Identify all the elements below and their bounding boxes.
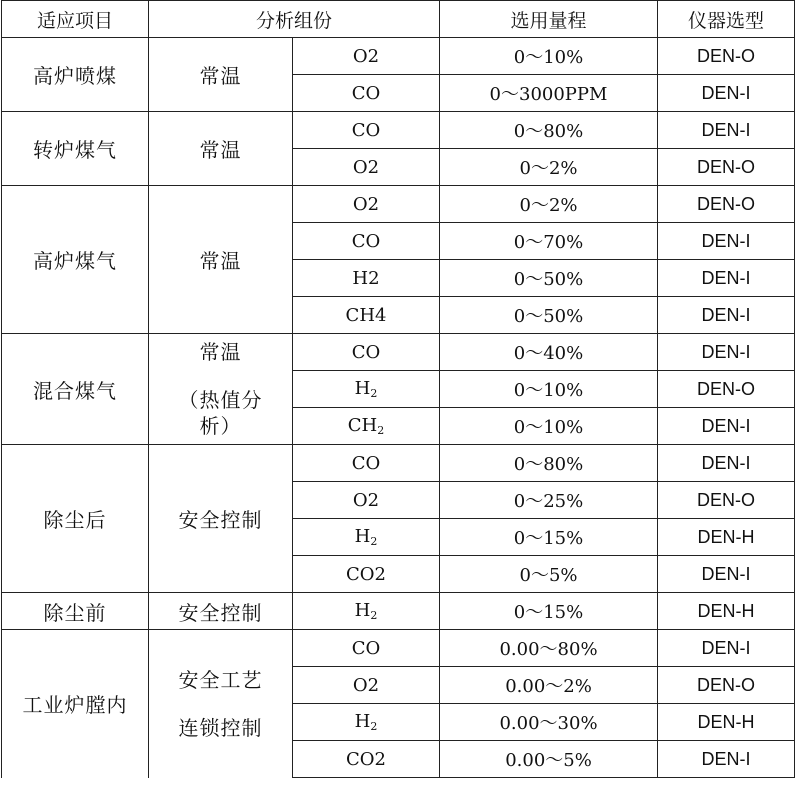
model-cell: DEN-I: [658, 75, 795, 112]
component-cell: [293, 704, 440, 741]
model-cell: DEN-O: [658, 38, 795, 75]
application-cell: 混合煤气: [2, 334, 149, 445]
condition-line: 安全工艺: [178, 667, 263, 692]
model-cell: DEN-H: [658, 593, 795, 630]
component-cell: CO: [293, 445, 440, 482]
component-base: H: [354, 600, 371, 621]
model-cell: DEN-H: [658, 704, 795, 741]
table-row: [2, 593, 795, 630]
component-cell: O2: [293, 482, 440, 519]
table-row: [2, 112, 795, 149]
component-subscript: 2: [370, 609, 378, 622]
table-body: [2, 38, 795, 778]
range-cell: 0～10%: [440, 38, 658, 75]
model-cell: DEN-H: [658, 519, 795, 556]
condition-cell: [149, 334, 293, 445]
table-row: [2, 38, 795, 75]
range-cell: 0～80%: [440, 112, 658, 149]
model-cell: DEN-I: [658, 223, 795, 260]
component-cell: O2: [293, 38, 440, 75]
component-cell: [293, 408, 440, 445]
range-cell: 0～25%: [440, 482, 658, 519]
component-base: H: [354, 711, 371, 732]
range-cell: 0～50%: [440, 297, 658, 334]
condition-cell: 安全控制: [149, 445, 293, 593]
range-cell: 0～3000PPM: [440, 75, 658, 112]
range-cell: 0～15%: [440, 519, 658, 556]
range-cell: 0.00～2%: [440, 667, 658, 704]
component-subscript: 2: [377, 424, 385, 437]
application-cell: 转炉煤气: [2, 112, 149, 186]
range-cell: 0～80%: [440, 445, 658, 482]
component-cell: [293, 519, 440, 556]
component-base: CH: [347, 415, 378, 436]
component-cell: H2: [293, 260, 440, 297]
range-cell: 0～70%: [440, 223, 658, 260]
component-cell: CO: [293, 75, 440, 112]
header-range: 选用量程: [440, 1, 658, 38]
range-cell: 0.00～80%: [440, 630, 658, 667]
condition-line: 常温: [199, 340, 242, 364]
model-cell: DEN-I: [658, 630, 795, 667]
range-cell: 0.00～5%: [440, 741, 658, 778]
condition-line: （热值分: [178, 388, 263, 412]
component-subscript: 2: [370, 387, 378, 400]
component-cell: CO2: [293, 741, 440, 778]
component-base: H: [354, 526, 371, 547]
condition-cell: 常温: [149, 112, 293, 186]
component-cell: [293, 371, 440, 408]
model-cell: DEN-I: [658, 556, 795, 593]
condition-cell: 常温: [149, 186, 293, 334]
model-cell: DEN-O: [658, 371, 795, 408]
component-cell: O2: [293, 186, 440, 223]
model-cell: DEN-I: [658, 297, 795, 334]
model-cell: DEN-O: [658, 482, 795, 519]
header-row: [2, 1, 795, 38]
table-row: [2, 334, 795, 371]
model-cell: DEN-I: [658, 741, 795, 778]
component-cell: CO: [293, 112, 440, 149]
application-cell: 除尘前: [2, 593, 149, 630]
range-cell: 0～40%: [440, 334, 658, 371]
component-cell: CO: [293, 630, 440, 667]
component-cell: CH4: [293, 297, 440, 334]
range-cell: 0～10%: [440, 371, 658, 408]
range-cell: 0～10%: [440, 408, 658, 445]
header-model: 仪器选型: [658, 1, 795, 38]
component-cell: CO: [293, 223, 440, 260]
condition-cell: [149, 630, 293, 778]
condition-line: 连锁控制: [178, 715, 263, 740]
condition-line: 析）: [199, 414, 242, 438]
model-cell: DEN-O: [658, 667, 795, 704]
range-cell: 0～5%: [440, 556, 658, 593]
application-cell: 工业炉膛内: [2, 630, 149, 778]
gas-analyzer-spec-table: [1, 0, 795, 778]
condition-cell: 常温: [149, 38, 293, 112]
table-row: [2, 445, 795, 482]
condition-cell: 安全控制: [149, 593, 293, 630]
range-cell: 0.00～30%: [440, 704, 658, 741]
table-row: [2, 630, 795, 667]
header-component: 分析组份: [149, 1, 440, 38]
table-row: [2, 186, 795, 223]
model-cell: DEN-I: [658, 408, 795, 445]
component-subscript: 2: [370, 720, 378, 733]
model-cell: DEN-I: [658, 112, 795, 149]
model-cell: DEN-O: [658, 186, 795, 223]
application-cell: 高炉喷煤: [2, 38, 149, 112]
application-cell: 高炉煤气: [2, 186, 149, 334]
range-cell: 0～2%: [440, 186, 658, 223]
model-cell: DEN-O: [658, 149, 795, 186]
component-cell: [293, 593, 440, 630]
model-cell: DEN-I: [658, 334, 795, 371]
model-cell: DEN-I: [658, 445, 795, 482]
component-subscript: 2: [370, 535, 378, 548]
range-cell: 0～2%: [440, 149, 658, 186]
header-application: 适应项目: [2, 1, 149, 38]
component-cell: CO: [293, 334, 440, 371]
component-cell: O2: [293, 149, 440, 186]
range-cell: 0～15%: [440, 593, 658, 630]
component-cell: O2: [293, 667, 440, 704]
component-base: H: [354, 378, 371, 399]
model-cell: DEN-I: [658, 260, 795, 297]
component-cell: CO2: [293, 556, 440, 593]
range-cell: 0～50%: [440, 260, 658, 297]
application-cell: 除尘后: [2, 445, 149, 593]
